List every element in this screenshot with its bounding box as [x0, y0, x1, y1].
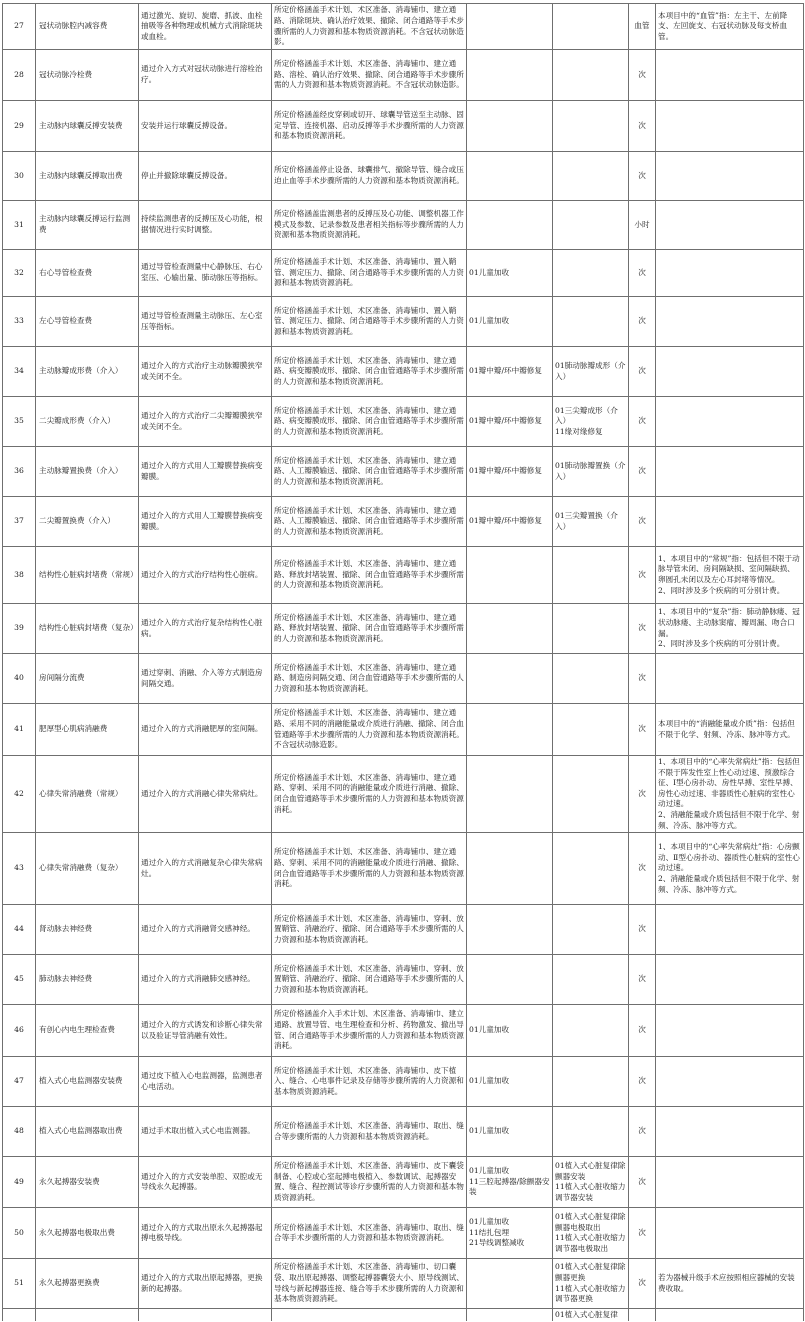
billing-unit-cell: 次: [629, 1208, 656, 1259]
item-description-cell: 通过介入的方式用人工瓣膜替换病变瓣膜。: [139, 497, 272, 547]
consumables-cell: [553, 756, 629, 833]
row-number-cell: 48: [3, 1107, 36, 1157]
item-description-cell: 持续监测患者的反搏压及心功能，根据情况进行实时调整。: [139, 201, 272, 250]
extension-items-cell: [467, 604, 553, 654]
table-row: [3, 704, 804, 756]
consumables-cell: [553, 604, 629, 654]
row-number-cell: 37: [3, 497, 36, 547]
item-description-cell: 通过介入的方式取出原起搏器，更换新的起搏器。: [139, 1259, 272, 1309]
price-content-cell: 所定价格涵盖手术计划、术区准备、消毒铺巾、穿刺、放置鞘管、消融治疗、撤除、闭合通路等手术步骤所需的人力资源和基本物质资源消耗。: [272, 955, 467, 1005]
extension-items-cell: [467, 152, 553, 201]
consumables-cell: [553, 833, 629, 905]
remarks-cell: [656, 101, 804, 152]
extension-items-cell: [467, 201, 553, 250]
consumables-cell: [553, 152, 629, 201]
price-content-cell: 所定价格涵盖手术计划、术区准备、消毒铺巾、穿刺、放置鞘管、消融治疗、撤除、闭合通路等手术步骤所需的人力资源和基本物质资源消耗。: [272, 905, 467, 955]
price-content-cell: 所定价格涵盖介入手术计划、术区准备、消毒铺巾、建立通路、放置导管、电生理检查和分析、药物激发、撤出导管、闭合通路等手术步骤所需的人力资源和基本物质资源消耗。: [272, 1005, 467, 1057]
row-number-cell: 36: [3, 447, 36, 497]
item-name-cell: 主动脉内球囊反搏安装费: [36, 101, 139, 152]
consumables-cell: 01植入式心脏复律: [553, 1309, 629, 1322]
consumables-cell: [553, 1107, 629, 1157]
row-number-cell: 32: [3, 250, 36, 297]
billing-unit-cell: 次: [629, 604, 656, 654]
row-number-cell: 46: [3, 1005, 36, 1057]
item-description-cell: 通过介入的方式治疗复杂结构性心脏病。: [139, 604, 272, 654]
table-row: [3, 654, 804, 704]
consumables-cell: [553, 905, 629, 955]
extension-items-cell: [467, 654, 553, 704]
consumables-cell: [553, 704, 629, 756]
consumables-cell: [553, 955, 629, 1005]
item-name-cell: 结构性心脏病封堵费（复杂）: [36, 604, 139, 654]
remarks-cell: [656, 297, 804, 347]
row-number-cell: 35: [3, 397, 36, 447]
table-row: [3, 1107, 804, 1157]
billing-unit-cell: 次: [629, 152, 656, 201]
row-number-cell: 30: [3, 152, 36, 201]
pricing-table: [2, 3, 804, 1321]
table-row: [3, 250, 804, 297]
row-number-cell: 51: [3, 1259, 36, 1309]
table-row: [3, 547, 804, 604]
row-number-cell: 41: [3, 704, 36, 756]
consumables-cell: [553, 547, 629, 604]
table-row: [3, 955, 804, 1005]
item-description-cell: 通过介入的方式消融复杂心律失常病灶。: [139, 833, 272, 905]
consumables-cell: 01肺动脉瓣成形（介入）: [553, 347, 629, 397]
consumables-cell: [553, 250, 629, 297]
remarks-cell: [656, 1107, 804, 1157]
item-description-cell: 通过导管检查测量中心静脉压、右心室压、心输出量、肺动脉压等指标。: [139, 250, 272, 297]
table-row: [3, 152, 804, 201]
remarks-cell: [656, 1005, 804, 1057]
table-row: [3, 1005, 804, 1057]
row-number-cell: [3, 1309, 36, 1322]
remarks-cell: [656, 1057, 804, 1107]
item-description-cell: 通过介入的方式消融心律失常病灶。: [139, 756, 272, 833]
table-row: [3, 4, 804, 50]
consumables-cell: [553, 297, 629, 347]
price-content-cell: 所定价格涵盖手术计划、术区准备、消毒铺巾、建立通路、人工瓣膜输送、撤除、闭合血管通路等手术步骤所需的人力资源和基本物质资源消耗。: [272, 497, 467, 547]
extension-items-cell: 01瓣中瓣/环中瓣修复: [467, 397, 553, 447]
item-name-cell: 冠状动脉冷栓费: [36, 50, 139, 101]
item-name-cell: 右心导管检查费: [36, 250, 139, 297]
row-number-cell: 34: [3, 347, 36, 397]
item-name-cell: 房间隔分流费: [36, 654, 139, 704]
item-name-cell: 植入式心电监测器取出费: [36, 1107, 139, 1157]
row-number-cell: 43: [3, 833, 36, 905]
billing-unit-cell: 次: [629, 1259, 656, 1309]
price-content-cell: 所定价格涵盖手术计划、术区准备、消毒铺巾、建立通路、人工瓣膜输送、撤除、闭合血管通路等手术步骤所需的人力资源和基本物质资源消耗。: [272, 447, 467, 497]
item-description-cell: 通过介入的方式诱发和诊断心律失常以及验证导管消融有效性。: [139, 1005, 272, 1057]
item-description-cell: 停止并撤除球囊反搏设备。: [139, 152, 272, 201]
consumables-cell: 01植入式心脏复律除颤器安装 11植入式心脏收缩力调节器安装: [553, 1157, 629, 1208]
billing-unit-cell: 次: [629, 447, 656, 497]
item-description-cell: 通过皮下植入心电监测器，监测患者心电活动。: [139, 1057, 272, 1107]
item-name-cell: 心律失常消融费（常规）: [36, 756, 139, 833]
table-row: [3, 297, 804, 347]
row-number-cell: 29: [3, 101, 36, 152]
price-content-cell: 所定价格涵盖经皮穿刺或切开、球囊导管送至主动脉、固定导管、连接机器、启动反搏等手术步骤所需的人力资源和基本物质资源消耗。: [272, 101, 467, 152]
consumables-cell: 01植入式心脏复律除颤器电极取出 11植入式心脏收缩力调节器电极取出: [553, 1208, 629, 1259]
item-name-cell: 植入式心电监测器安装费: [36, 1057, 139, 1107]
item-name-cell: 永久起搏器更换费: [36, 1259, 139, 1309]
item-name-cell: 肾动脉去神经费: [36, 905, 139, 955]
item-name-cell: 肥厚型心肌病消融费: [36, 704, 139, 756]
remarks-cell: 本项目中的“消融能量或介质”指：包括但不限于化学、射频、冷冻、脉冲等方式。: [656, 704, 804, 756]
extension-items-cell: 01儿童加收: [467, 1057, 553, 1107]
item-name-cell: 冠状动脉腔内减容费: [36, 4, 139, 50]
remarks-cell: [656, 1208, 804, 1259]
price-content-cell: 所定价格涵盖手术计划、术区准备、消毒铺巾、建立通路、穿刺、采用不同的消融能量或介质进行消融、撤除、闭合血管通路等手术步骤所需的人力资源和基本物质资源消耗。: [272, 833, 467, 905]
table-row: [3, 756, 804, 833]
row-number-cell: 27: [3, 4, 36, 50]
row-number-cell: 44: [3, 905, 36, 955]
item-description-cell: 通过介入的方式取出原永久起搏器起搏电极导线。: [139, 1208, 272, 1259]
billing-unit-cell: 小时: [629, 201, 656, 250]
item-description-cell: 通过介入方式对冠状动脉进行溶栓治疗。: [139, 50, 272, 101]
remarks-cell: [656, 497, 804, 547]
remarks-cell: [656, 152, 804, 201]
remarks-cell: [656, 1309, 804, 1322]
item-description-cell: 通过介入的方式治疗结构性心脏病。: [139, 547, 272, 604]
row-number-cell: 38: [3, 547, 36, 604]
item-description-cell: 通过介入的方式治疗主动脉瓣膜狭窄或关闭不全。: [139, 347, 272, 397]
billing-unit-cell: 次: [629, 297, 656, 347]
remarks-cell: [656, 1157, 804, 1208]
item-name-cell: 主动脉内球囊反搏运行监测费: [36, 201, 139, 250]
extension-items-cell: 01儿童加收: [467, 1005, 553, 1057]
billing-unit-cell: 次: [629, 547, 656, 604]
extension-items-cell: 01儿童加收 11三腔起搏器/除颤器安装: [467, 1157, 553, 1208]
item-description-cell: 通过手术取出植入式心电监测器。: [139, 1107, 272, 1157]
remarks-cell: 1、本项目中的“复杂”指：肺动静脉瘘、冠状动脉瘘、主动脉窦瘤、瓣周漏、吻合口漏。 2、同时涉及多个疾病的可分别计费。: [656, 604, 804, 654]
price-content-cell: 所定价格涵盖手术计划、术区准备、消毒铺巾、建立通路、消除斑块、确认治疗效果、撤除、闭合通路等手术步骤所需的人力资源和基本物质资源消耗。不含冠状动脉造影。: [272, 4, 467, 50]
consumables-cell: 01三尖瓣置换（介入）: [553, 497, 629, 547]
extension-items-cell: [467, 1259, 553, 1309]
consumables-cell: 01植入式心脏复律除颤器更换 11植入式心脏收缩力调节器更换: [553, 1259, 629, 1309]
row-number-cell: 40: [3, 654, 36, 704]
table-row: [3, 1057, 804, 1107]
row-number-cell: 42: [3, 756, 36, 833]
billing-unit-cell: 次: [629, 1057, 656, 1107]
row-number-cell: 49: [3, 1157, 36, 1208]
item-description-cell: [139, 1309, 272, 1322]
item-description-cell: 通过介入的方式消融肥厚的室间隔。: [139, 704, 272, 756]
item-name-cell: 二尖瓣置换费（介入）: [36, 497, 139, 547]
extension-items-cell: [467, 101, 553, 152]
extension-items-cell: [467, 756, 553, 833]
item-description-cell: 通过介入的方式消融肾交感神经。: [139, 905, 272, 955]
table-row: [3, 347, 804, 397]
row-number-cell: 45: [3, 955, 36, 1005]
item-name-cell: 有创心内电生理检查费: [36, 1005, 139, 1057]
price-content-cell: 所定价格涵盖手术计划、术区准备、消毒铺巾、皮下囊袋制备、心腔或心室起搏电极植入、参数调试、起搏器安置、缝合、程控测试等诊疗步骤所需的人力资源和基本物质资源消耗。: [272, 1157, 467, 1208]
billing-unit-cell: 次: [629, 1157, 656, 1208]
table-row: [3, 201, 804, 250]
consumables-cell: [553, 50, 629, 101]
row-number-cell: 39: [3, 604, 36, 654]
billing-unit-cell: 次: [629, 397, 656, 447]
billing-unit-cell: [629, 1309, 656, 1322]
price-content-cell: 所定价格涵盖手术计划、术区准备、消毒铺巾、建立通路、穿刺、采用不同的消融能量或介质进行消融、撤除、闭合血管通路等手术步骤所需的人力资源和基本物质资源消耗。: [272, 756, 467, 833]
consumables-cell: [553, 101, 629, 152]
item-description-cell: 通过介入的方式安装单腔、双腔或无导线永久起搏器。: [139, 1157, 272, 1208]
price-content-cell: 所定价格涵盖手术计划、术区准备、消毒铺巾、建立通路、制造房间隔交通、闭合血管通路等手术步骤所需的人力资源和基本物质资源消耗。: [272, 654, 467, 704]
extension-items-cell: [467, 905, 553, 955]
price-content-cell: 所定价格涵盖手术计划、术区准备、消毒铺巾、建立通路、释放封堵装置、撤除、闭合血管通路等手术步骤所需的人力资源和基本物质资源消耗。: [272, 604, 467, 654]
price-content-cell: 所定价格涵盖手术计划、术区准备、消毒铺巾、建立通路、病变瓣膜成形、撤除、闭合血管通路等手术步骤所需的人力资源和基本物质资源消耗。: [272, 397, 467, 447]
price-content-cell: [272, 1309, 467, 1322]
remarks-cell: [656, 50, 804, 101]
table-row: [3, 50, 804, 101]
extension-items-cell: 01儿童加收: [467, 250, 553, 297]
extension-items-cell: [467, 50, 553, 101]
item-name-cell: 左心导管检查费: [36, 297, 139, 347]
remarks-cell: 本项目中的“血管”指：左主干、左前降支、左回旋支、右冠状动脉及每支桥血管。: [656, 4, 804, 50]
item-description-cell: 通过介入的方式消融肺交感神经。: [139, 955, 272, 1005]
billing-unit-cell: 血管: [629, 4, 656, 50]
remarks-cell: 若为器械升级手术应按照相应器械的安装费收取。: [656, 1259, 804, 1309]
item-name-cell: 永久起搏器电极取出费: [36, 1208, 139, 1259]
remarks-cell: [656, 250, 804, 297]
extension-items-cell: 01瓣中瓣/环中瓣修复: [467, 347, 553, 397]
item-description-cell: 安装并运行球囊反搏设备。: [139, 101, 272, 152]
extension-items-cell: [467, 704, 553, 756]
table-row: [3, 1157, 804, 1208]
billing-unit-cell: 次: [629, 1005, 656, 1057]
extension-items-cell: [467, 547, 553, 604]
consumables-cell: [553, 654, 629, 704]
table-row: [3, 447, 804, 497]
table-row: [3, 905, 804, 955]
billing-unit-cell: 次: [629, 704, 656, 756]
item-name-cell: 主动脉瓣置换费（介入）: [36, 447, 139, 497]
item-name-cell: 肺动脉去神经费: [36, 955, 139, 1005]
row-number-cell: 47: [3, 1057, 36, 1107]
extension-items-cell: [467, 833, 553, 905]
table-row: [3, 1208, 804, 1259]
price-content-cell: 所定价格涵盖手术计划、术区准备、消毒铺巾、皮下植入、缝合、心电事件记录及存储等步骤所需的人力资源和基本物质资源消耗。: [272, 1057, 467, 1107]
price-content-cell: 所定价格涵盖手术计划、术区准备、消毒铺巾、取出、缝合等步骤所需的人力资源和基本物质资源消耗。: [272, 1107, 467, 1157]
remarks-cell: [656, 955, 804, 1005]
price-content-cell: 所定价格涵盖手术计划、术区准备、消毒铺巾、切口囊袋、取出原起搏器、调整起搏器囊袋大小、原导线测试、导线与新起搏器连接、缝合等手术步骤所需的人力资源和基本物质资源消耗。: [272, 1259, 467, 1309]
remarks-cell: [656, 347, 804, 397]
consumables-cell: [553, 201, 629, 250]
row-number-cell: 33: [3, 297, 36, 347]
item-description-cell: 通过介入的方式治疗二尖瓣瓣膜狭窄或关闭不全。: [139, 397, 272, 447]
item-name-cell: 二尖瓣成形费（介入）: [36, 397, 139, 447]
extension-items-cell: 01瓣中瓣/环中瓣修复: [467, 497, 553, 547]
item-name-cell: 心律失常消融费（复杂）: [36, 833, 139, 905]
price-content-cell: 所定价格涵盖手术计划、术区准备、消毒铺巾、建立通路、释放封堵装置、撤除、闭合血管通路等手术步骤所需的人力资源和基本物质资源消耗。: [272, 547, 467, 604]
table-row: [3, 101, 804, 152]
price-content-cell: 所定价格涵盖手术计划、术区准备、消毒铺巾、置入鞘管、测定压力、撤除、闭合通路等手术步骤所需的人力资源和基本物质资源消耗。: [272, 250, 467, 297]
billing-unit-cell: 次: [629, 833, 656, 905]
remarks-cell: [656, 905, 804, 955]
table-row: [3, 497, 804, 547]
billing-unit-cell: 次: [629, 497, 656, 547]
item-name-cell: 永久起搏器安装费: [36, 1157, 139, 1208]
item-description-cell: 通过介入的方式用人工瓣膜替换病变瓣膜。: [139, 447, 272, 497]
table-row: [3, 833, 804, 905]
billing-unit-cell: 次: [629, 654, 656, 704]
price-content-cell: 所定价格涵盖手术计划、术区准备、消毒铺巾、建立通路、溶栓、确认治疗效果、撤除、闭合通路等手术步骤所需的人力资源和基本物质资源消耗。不含冠状动脉造影。: [272, 50, 467, 101]
billing-unit-cell: 次: [629, 250, 656, 297]
table-row: [3, 1309, 804, 1322]
extension-items-cell: 01瓣中瓣/环中瓣修复: [467, 447, 553, 497]
billing-unit-cell: 次: [629, 347, 656, 397]
row-number-cell: 28: [3, 50, 36, 101]
billing-unit-cell: 次: [629, 756, 656, 833]
billing-unit-cell: 次: [629, 50, 656, 101]
item-name-cell: 结构性心脏病封堵费（常规）: [36, 547, 139, 604]
extension-items-cell: 01儿童加收: [467, 1107, 553, 1157]
price-content-cell: 所定价格涵盖手术计划、术区准备、消毒铺巾、建立通路、采用不同的消融能量或介质进行消融、撤除、闭合血管通路等手术步骤所需的人力资源和基本物质资源消耗。不含冠状动脉造影。: [272, 704, 467, 756]
consumables-cell: [553, 1005, 629, 1057]
billing-unit-cell: 次: [629, 101, 656, 152]
price-content-cell: 所定价格涵盖手术计划、术区准备、消毒铺巾、建立通路、病变瓣膜成形、撤除、闭合血管通路等手术步骤所需的人力资源和基本物质资源消耗。: [272, 347, 467, 397]
price-content-cell: 所定价格涵盖停止设备、球囊排气、撤除导管、缝合或压迫止血等手术步骤所需的人力资源和基本物质资源消耗。: [272, 152, 467, 201]
remarks-cell: [656, 201, 804, 250]
item-description-cell: 通过激光、旋切、旋磨、抓波、血栓抽吸等各种物理或机械方式消除斑块或血栓。: [139, 4, 272, 50]
consumables-cell: [553, 4, 629, 50]
price-content-cell: 所定价格涵盖手术计划、术区准备、消毒铺巾、置入鞘管、测定压力、撤除、闭合通路等手术步骤所需的人力资源和基本物质资源消耗。: [272, 297, 467, 347]
billing-unit-cell: 次: [629, 905, 656, 955]
table-body: [3, 4, 804, 1322]
remarks-cell: 1、本项目中的“常规”指：包括但不限于动脉导管未闭、房间隔缺损、室间隔缺损、卵圆孔未闭以及左心耳封堵等情况。 2、同时涉及多个疾病的可分别计费。: [656, 547, 804, 604]
item-name-cell: [36, 1309, 139, 1322]
billing-unit-cell: 次: [629, 1107, 656, 1157]
extension-items-cell: [467, 1309, 553, 1322]
extension-items-cell: [467, 955, 553, 1005]
billing-unit-cell: 次: [629, 955, 656, 1005]
table-row: [3, 604, 804, 654]
remarks-cell: 1、本项目中的“心率失常病灶”指：心房颤动、Ⅱ型心房扑动、器质性心脏病的室性心动过速。 2、消融能量或介质包括但不限于化学、射频、冷冻、脉冲等方式。: [656, 833, 804, 905]
remarks-cell: [656, 654, 804, 704]
remarks-cell: [656, 447, 804, 497]
item-name-cell: 主动脉内球囊反搏取出费: [36, 152, 139, 201]
row-number-cell: 50: [3, 1208, 36, 1259]
consumables-cell: 01肺动脉瓣置换（介入）: [553, 447, 629, 497]
extension-items-cell: 01儿童加收: [467, 297, 553, 347]
item-description-cell: 通过穿刺、消融、介入等方式制造房间隔交通。: [139, 654, 272, 704]
remarks-cell: [656, 397, 804, 447]
table-row: [3, 1259, 804, 1309]
price-content-cell: 所定价格涵盖监测患者的反搏压及心功能、调整机器工作模式及参数、记录参数及患者相关指标等步骤所需的人力资源和基本物质资源消耗。: [272, 201, 467, 250]
item-name-cell: 主动脉瓣成形费（介入）: [36, 347, 139, 397]
remarks-cell: 1、本项目中的“心率失常病灶”指：包括但不限于阵发性室上性心动过速、预激综合征、Ⅰ型心房扑动、房性早搏、室性早搏、房性心动过速、非器质性心脏病的室性心动过速。 2、消融能量或介质包括但不限于化学、射频、冷冻、脉冲等方式。: [656, 756, 804, 833]
extension-items-cell: [467, 4, 553, 50]
row-number-cell: 31: [3, 201, 36, 250]
consumables-cell: 01三尖瓣成形（介入） 11缘对缘修复: [553, 397, 629, 447]
consumables-cell: [553, 1057, 629, 1107]
table-row: [3, 397, 804, 447]
item-description-cell: 通过导管检查测量主动脉压、左心室压等指标。: [139, 297, 272, 347]
extension-items-cell: 01儿童加收 11结扎包埋 21导线调整减收: [467, 1208, 553, 1259]
price-content-cell: 所定价格涵盖手术计划、术区准备、消毒铺巾、取出、缝合等手术步骤所需的人力资源和基本物质资源消耗。: [272, 1208, 467, 1259]
